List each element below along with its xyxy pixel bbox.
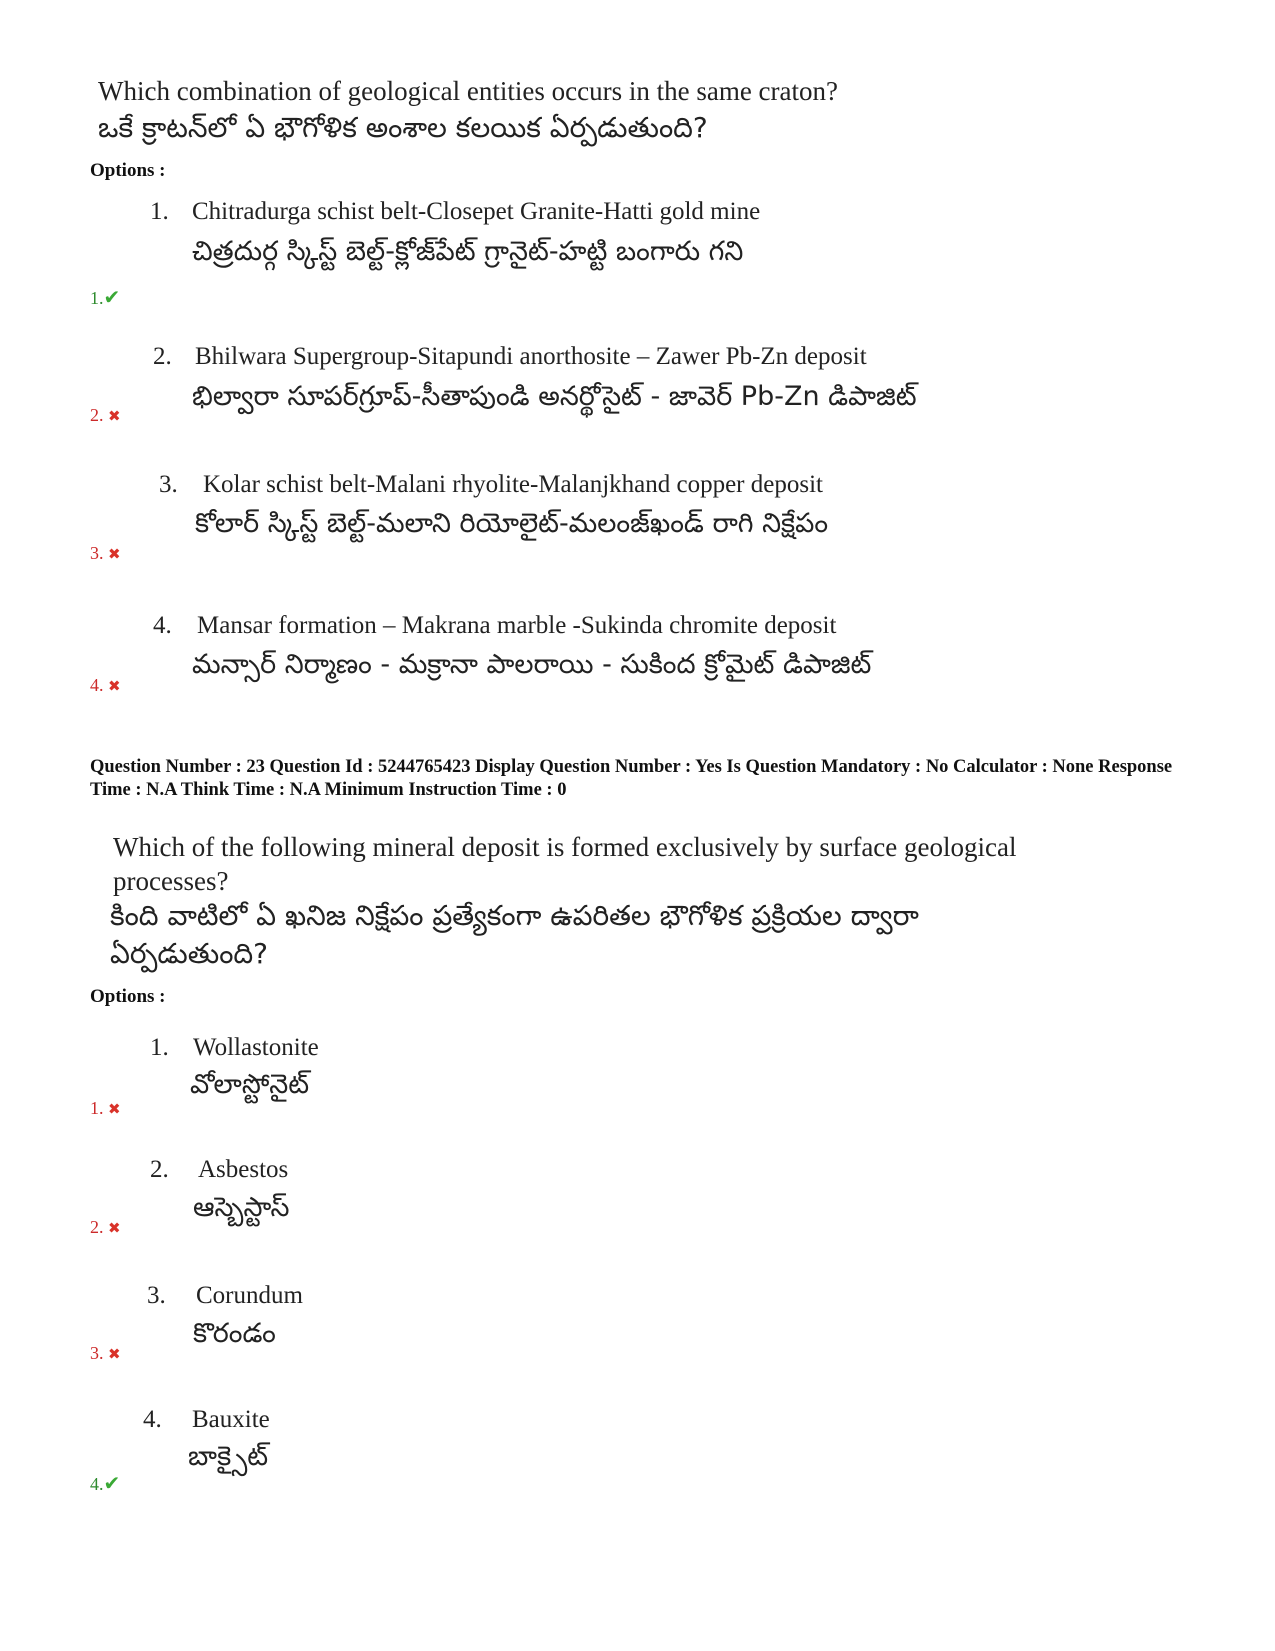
option-number: 2. (153, 343, 172, 370)
cross-icon: ✖ (108, 1219, 121, 1237)
marker-label: 3. (90, 1343, 104, 1363)
option-text-en: Wollastonite (193, 1034, 319, 1061)
option-number: 4. (143, 1406, 162, 1433)
marker-label: 2. (90, 405, 104, 425)
marker-label: 4. (90, 1474, 104, 1494)
question-text-en: Which of the following mineral deposit is formed exclusively by surface geological (113, 832, 1017, 862)
question-text-te-cont: ఏర్పడుతుంది? (110, 937, 269, 970)
checkmark-icon: ✔ (103, 1471, 121, 1495)
option-text-te: కోలార్ స్కిస్ట్ బెల్ట్-మలాని రియోలైట్-మలంజ్‌ఖండ్ రాగి నిక్షేపం (195, 508, 829, 539)
option-number: 3. (159, 471, 178, 498)
option-text-te: వోలాస్టోనైట్ (190, 1069, 310, 1100)
option-number: 4. (153, 612, 172, 639)
option-text-en: Chitradurga schist belt-Closepet Granite-Hatti gold mine (192, 198, 761, 225)
option-text-te: బాక్సైట్ (188, 1441, 269, 1472)
option-text-en: Kolar schist belt-Malani rhyolite-Malanjkhand copper deposit (203, 471, 823, 498)
cross-icon: ✖ (108, 407, 121, 425)
option-text-te: మన్సార్ నిర్మాణం - మక్రానా పాలరాయి - సుకింద క్రోమైట్ డిపాజిట్ (192, 649, 872, 680)
option-marker (90, 1471, 120, 1495)
option-marker (90, 1098, 121, 1119)
option-marker (90, 675, 121, 696)
checkmark-icon: ✔ (103, 285, 121, 309)
option-text-en: Corundum (196, 1282, 303, 1309)
option-marker (90, 1343, 121, 1364)
question-text-en: Which combination of geological entities occurs in the same craton? (98, 76, 838, 106)
question-text-te: ఒకే క్రాటన్‌లో ఏ భౌగోళిక అంశాల కలయిక ఏర్పడుతుంది? (98, 111, 708, 144)
question-text-en-cont: processes? (113, 866, 229, 896)
question-text-te: కింది వాటిలో ఏ ఖనిజ నిక్షేపం ప్రత్యేకంగా ఉపరితల భౌగోళిక ప్రక్రియల ద్వారా (110, 899, 919, 932)
marker-label: 3. (90, 543, 104, 563)
marker-label: 2. (90, 1217, 104, 1237)
options-label: Options : (90, 160, 166, 181)
option-number: 1. (150, 1034, 169, 1061)
option-number: 2. (150, 1156, 169, 1183)
option-marker (90, 1217, 121, 1238)
marker-label: 1. (90, 288, 104, 308)
option-text-en: Bauxite (192, 1406, 270, 1433)
option-marker (90, 543, 121, 564)
question-metadata: Question Number : 23 Question Id : 5244765423 Display Question Number : Yes Is Question Mandatory : No Calculator : None Response Time : N.A Think Time : N.A Minimum Instruction Time : 0 (90, 757, 1173, 800)
option-text-en: Bhilwara Supergroup-Sitapundi anorthosite – Zawer Pb-Zn deposit (195, 343, 867, 370)
cross-icon: ✖ (108, 677, 121, 695)
option-text-te: భిల్వారా సూపర్‌గ్రూప్-సీతాపుండి అనర్థోసైట్ - జావెర్ Pb-Zn డిపాజిట్ (192, 381, 917, 412)
cross-icon: ✖ (108, 545, 121, 563)
option-number: 1. (150, 198, 169, 225)
option-text-te: చిత్రదుర్గ స్కిస్ట్ బెల్ట్-క్లోజ్‌పేట్ గ్రానైట్-హట్టి బంగారు గని (192, 236, 744, 267)
option-text-en: Asbestos (198, 1156, 289, 1183)
option-text-te: కొరండం (193, 1318, 276, 1349)
option-number: 3. (147, 1282, 166, 1309)
marker-label: 1. (90, 1098, 104, 1118)
option-text-en: Mansar formation – Makrana marble -Sukinda chromite deposit (197, 612, 837, 639)
cross-icon: ✖ (108, 1100, 121, 1118)
cross-icon: ✖ (108, 1345, 121, 1363)
option-marker (90, 285, 120, 309)
option-text-te: ఆస్బెస్టాస్ (193, 1192, 290, 1223)
marker-label: 4. (90, 675, 104, 695)
option-marker (90, 405, 121, 426)
options-label: Options : (90, 986, 166, 1007)
